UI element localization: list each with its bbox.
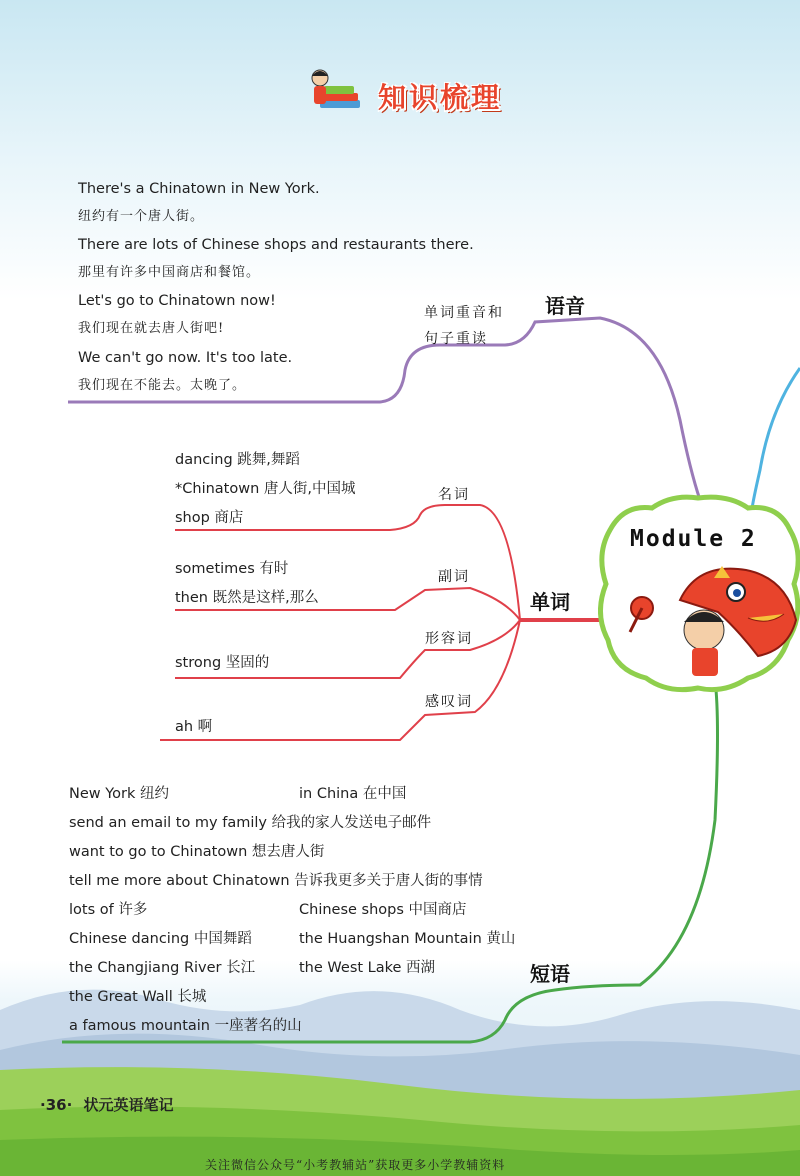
sentence-zh-2: 那里有许多中国商店和餐馆。 [78, 265, 261, 280]
phonetics-sub-label-line1: 单词重音和 [424, 305, 504, 321]
sentence-en-2: There are lots of Chinese shops and restaurants there. [78, 237, 474, 253]
phrase-left-8: the Great Wall 长城 [69, 989, 207, 1005]
phonetics-branch-line [68, 318, 700, 500]
interjection-item-1: ah 啊 [175, 719, 213, 735]
adverb-item-1: sometimes 有时 [175, 561, 289, 577]
accent-blue-line [752, 368, 800, 510]
noun-item-2: *Chinatown 唐人街,中国城 [175, 481, 356, 497]
footer-note: 关注微信公众号“小考教辅站”获取更多小学教辅资料 [205, 1158, 506, 1172]
adjective-label: 形容词 [425, 631, 473, 647]
phrase-left-1: New York 纽约 [69, 786, 170, 802]
phrase-left-9: a famous mountain 一座著名的山 [69, 1018, 302, 1034]
adverb-item-2: then 既然是这样,那么 [175, 590, 319, 606]
phrase-left-7: the Changjiang River 长江 [69, 960, 256, 976]
phrase-right-4: the West Lake 西湖 [299, 960, 436, 976]
noun-label: 名词 [438, 487, 470, 503]
branch-label-phonetics: 语音 [545, 294, 585, 318]
phrase-right-2: Chinese shops 中国商店 [299, 902, 467, 918]
phrase-right-1: in China 在中国 [299, 786, 407, 802]
book-title: 状元英语笔记 [83, 1096, 174, 1114]
branch-label-words: 单词 [530, 590, 570, 614]
phrase-right-3: the Huangshan Mountain 黄山 [299, 931, 516, 947]
sentence-zh-3: 我们现在就去唐人街吧! [78, 321, 225, 336]
noun-item-1: dancing 跳舞,舞蹈 [175, 452, 300, 468]
footer-page-info [40, 1094, 174, 1115]
lion-dance-icon [618, 560, 798, 678]
sentence-zh-1: 纽约有一个唐人街。 [78, 209, 205, 224]
sentence-en-4: We can't go now. It's too late. [78, 350, 293, 366]
module-label: Module 2 [630, 526, 757, 552]
phrase-left-2: send an email to my family 给我的家人发送电子邮件 [69, 815, 432, 831]
phrase-left-4: tell me more about Chinatown 告诉我更多关于唐人街的事情 [69, 873, 483, 889]
adjective-item-1: strong 坚固的 [175, 655, 270, 671]
phrase-left-3: want to go to Chinatown 想去唐人街 [69, 844, 325, 860]
branch-label-phrases: 短语 [530, 962, 570, 986]
phrase-left-5: lots of 许多 [69, 902, 148, 918]
sentence-zh-4: 我们现在不能去。太晚了。 [78, 378, 247, 393]
sentence-en-1: There's a Chinatown in New York. [78, 181, 320, 197]
page-title: 知识梳理 [378, 81, 503, 114]
header-mascot-icon [306, 66, 370, 118]
adverb-label: 副词 [438, 569, 470, 585]
phrase-left-6: Chinese dancing 中国舞蹈 [69, 931, 252, 947]
interjection-label: 感叹词 [425, 694, 473, 710]
noun-item-3: shop 商店 [175, 510, 244, 526]
phonetics-sub-label-line2: 句子重读 [424, 331, 488, 347]
page-number: ·36· [40, 1096, 73, 1114]
sentence-en-3: Let's go to Chinatown now! [78, 293, 276, 309]
